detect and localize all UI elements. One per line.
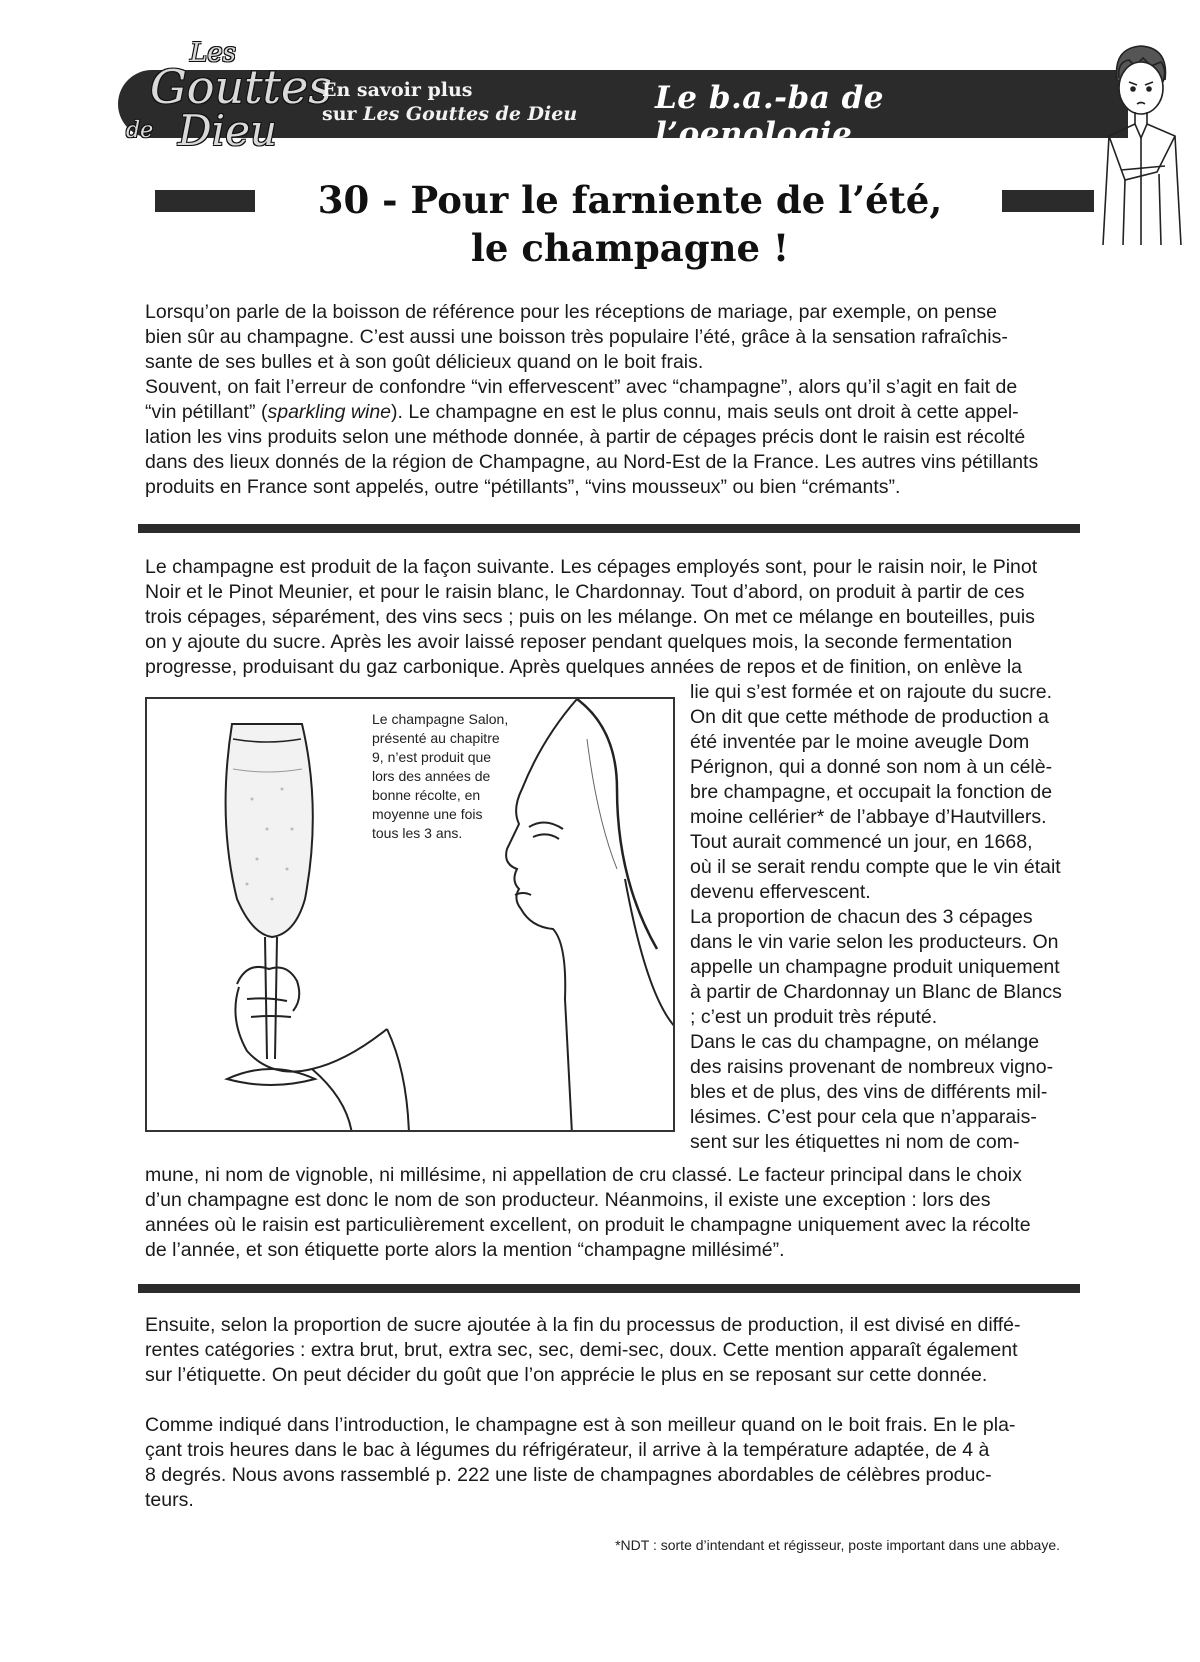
text-line: sent sur les étiquettes ni nom de com-	[690, 1131, 1020, 1153]
text-line: lation les vins produits selon une méthode donnée, à partir de cépages précis dont le raisin est récolté	[145, 426, 1026, 448]
text-line: moine cellérier* de l’abbaye d’Hautvillers.	[690, 806, 1047, 828]
text-line: d’un champagne est donc le nom de son producteur. Néanmoins, il existe une exception : lors des	[145, 1189, 991, 1211]
header-subtitle-line2	[322, 102, 622, 126]
header-subtitle	[322, 78, 622, 126]
text-line: Tout aurait commencé un jour, en 1668,	[690, 831, 1033, 853]
text-line: Dans le cas du champagne, on mélange	[690, 1031, 1040, 1053]
text-line: 8 degrés. Nous avons rassemblé p. 222 une liste de champagnes abordables de célèbres produc-	[145, 1464, 992, 1486]
text-line: on y ajoute du sucre. Après les avoir laissé reposer pendant quelques mois, la seconde fermentation	[145, 631, 1013, 653]
text-line: appelle un champagne produit uniquement	[690, 956, 1060, 978]
illustration-caption	[372, 710, 532, 843]
production-paragraph-end	[145, 1163, 1080, 1263]
text-line: Lorsqu’on parle de la boisson de référence pour les réceptions de mariage, par exemple, on pense	[145, 301, 998, 323]
text-line: de l’année, et son étiquette porte alors la mention “champagne millésimé”.	[145, 1239, 785, 1261]
text-line: sur l’étiquette. On peut décider du goût que l’on apprécie le plus en se reposant sur cette donnée.	[145, 1364, 988, 1386]
text-line: rentes catégories : extra brut, brut, extra sec, sec, demi-sec, doux. Cette mention apparaît également	[145, 1339, 1018, 1361]
logo-word-de: de	[126, 118, 154, 143]
text-line: ; c’est un produit très réputé.	[690, 1006, 938, 1028]
text-line: dans le vin varie selon les producteurs. On	[690, 931, 1059, 953]
title-line1: 30 - Pour le farniente de l’été,	[317, 178, 943, 222]
text-line: teurs.	[145, 1489, 194, 1511]
text-line: lie qui s’est formée et on rajoute du sucre.	[690, 681, 1053, 703]
text-line: bien sûr au champagne. C’est aussi une boisson très populaire l’été, grâce à la sensation rafraîchis-	[145, 326, 1008, 348]
text-line: été inventée par le moine aveugle Dom	[690, 731, 1030, 753]
title-bar-left	[155, 190, 255, 212]
intro-paragraph-2	[145, 375, 1080, 500]
title-line2: le champagne !	[470, 226, 790, 270]
caption-line: 9, n’est produit que	[372, 749, 492, 765]
section-divider	[138, 524, 1080, 533]
text-line: Ensuite, selon la proportion de sucre ajoutée à la fin du processus de production, il est divisé en diffé-	[145, 1314, 1021, 1336]
logo-word-dieu: Dieu	[178, 106, 278, 155]
text-line: années où le raisin est particulièrement excellent, on produit le champagne uniquement avec la récolte	[145, 1214, 1031, 1236]
caption-line: tous les 3 ans.	[372, 825, 463, 841]
text-line: produits en France sont appelés, outre “pétillants”, “vins mousseux” ou bien “crémants”.	[145, 476, 901, 498]
caption-line: présenté au chapitre	[372, 730, 500, 746]
text-line: La proportion de chacun des 3 cépages	[690, 906, 1033, 928]
caption-line: Le champagne Salon,	[372, 711, 509, 727]
text-line: Pérignon, qui a donné son nom à un célè-	[690, 756, 1053, 778]
text-line: Souvent, on fait l’erreur de confondre “vin effervescent” avec “champagne”, alors qu’il s’agit en fait de	[145, 376, 1018, 398]
text-line: bles et de plus, des vins de différents mil-	[690, 1081, 1048, 1103]
text-line: On dit que cette méthode de production a	[690, 706, 1049, 728]
text-line: où il se serait rendu compte que le vin était	[690, 856, 1061, 878]
text-line: “vin pétillant” (sparkling wine). Le champagne en est le plus connu, mais seuls ont droit à cette appel-	[145, 401, 1019, 423]
text-line: Noir et le Pinot Meunier, et pour le raisin blanc, le Chardonnay. Tout d’abord, on produit à partir de ces	[145, 581, 1025, 603]
header-subtitle-book-title: Les Gouttes de Dieu	[363, 103, 578, 125]
title-bar-right	[1002, 190, 1094, 212]
intro-paragraph-1	[145, 300, 1080, 375]
text-line: à partir de Chardonnay un Blanc de Blancs	[690, 981, 1062, 1003]
text-line: mune, ni nom de vignoble, ni millésime, ni appellation de cru classé. Le facteur principal dans le choix	[145, 1164, 1022, 1186]
section-divider	[138, 1284, 1080, 1293]
text-line: Le champagne est produit de la façon suivante. Les cépages employés sont, pour le raisin noir, le Pinot	[145, 556, 1038, 578]
page-title	[270, 176, 990, 272]
production-paragraph	[145, 555, 1080, 680]
production-side-column	[690, 680, 1075, 1155]
serving-paragraph	[145, 1413, 1080, 1513]
logo-word-gouttes: Gouttes	[150, 60, 332, 114]
caption-line: lors des années de	[372, 768, 491, 784]
categories-paragraph	[145, 1313, 1080, 1388]
text-line: dans des lieux donnés de la région de Champagne, au Nord-Est de la France. Les autres vins pétillants	[145, 451, 1039, 473]
logo-word-les: Les	[190, 38, 236, 68]
character-illustration	[1095, 40, 1187, 245]
caption-line: moyenne une fois	[372, 806, 483, 822]
text-line: devenu effervescent.	[690, 881, 871, 903]
section-title: Le b.a.-ba de l’oenologie	[655, 80, 884, 152]
text-line: bre champagne, et occupait la fonction de	[690, 781, 1053, 803]
text-line: çant trois heures dans le bac à légumes du réfrigérateur, il arrive à la température adaptée, de 4 à	[145, 1439, 990, 1461]
text-line: lésimes. C’est pour cela que n’apparais-	[690, 1106, 1037, 1128]
text-line: sante de ses bulles et à son goût délicieux quand on le boit frais.	[145, 351, 704, 373]
text-line: des raisins provenant de nombreux vigno-	[690, 1056, 1054, 1078]
english-term: sparkling wine	[267, 401, 392, 423]
caption-line: bonne récolte, en	[372, 787, 481, 803]
header-subtitle-prefix: sur	[322, 103, 364, 125]
text-line: trois cépages, séparément, des vins secs ; puis on les mélange. On met ce mélange en bouteilles, puis	[145, 606, 1035, 628]
header-subtitle-line1: En savoir plus	[322, 79, 473, 101]
translator-footnote: *NDT : sorte d’intendant et régisseur, poste important dans une abbaye.	[615, 1537, 1060, 1553]
text-line: Comme indiqué dans l’introduction, le champagne est à son meilleur quand on le boit frais. En le pla-	[145, 1414, 1016, 1436]
series-logo	[120, 38, 332, 156]
text-line: progresse, produisant du gaz carbonique. Après quelques années de repos et de finition, on enlève la	[145, 656, 1023, 678]
